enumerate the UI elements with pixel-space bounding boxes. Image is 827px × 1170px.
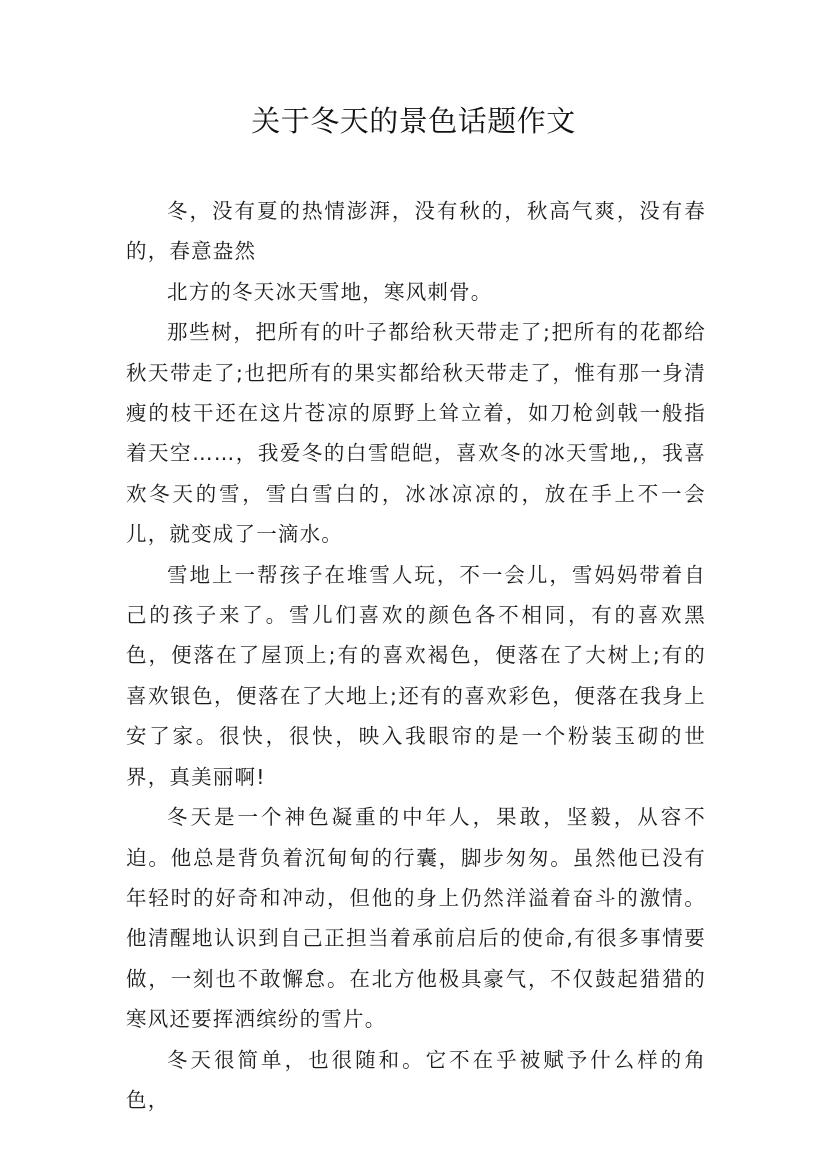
- document-title: 关于冬天的景色话题作文: [251, 104, 576, 138]
- paragraph: 北方的冬天冰天雪地，寒风刺骨。: [167, 279, 493, 304]
- paragraph: 雪地上一帮孩子在堆雪人玩，不一会儿，雪妈妈带着自己的孩子来了。雪儿们喜欢的颜色各不相同，有的喜欢黑色，便落在了屋顶上;有的喜欢褐色，便落在了大树上;有的喜欢银色，便落在了大地上;还有的喜欢彩色，便落在我身上安了家。很快，很快，映入我眼帘的是一个粉装玉砌的世界，真美丽啊!: [126, 562, 706, 789]
- paragraph: 冬天很简单，也很随和。它不在乎被赋予什么样的角色，: [126, 1047, 706, 1112]
- paragraph: 冬天是一个神色凝重的中年人，果敢，坚毅，从容不迫。他总是背负着沉甸甸的行囊，脚步匆匆。虽然他已没有年轻时的好奇和冲动，但他的身上仍然洋溢着奋斗的激情。他清醒地认识到自己正担当着承前启后的使命,有很多事情要做，一刻也不敢懈怠。在北方他极具豪气，不仅鼓起猎猎的寒风还要挥洒缤纷的雪片。: [126, 805, 706, 1032]
- document-body: [126, 191, 706, 1120]
- paragraph: 那些树，把所有的叶子都给秋天带走了;把所有的花都给秋天带走了;也把所有的果实都给秋天带走了，惟有那一身清瘦的枝干还在这片苍凉的原野上耸立着，如刀枪剑戟一般指着天空……，我爱冬的白雪皑皑，喜欢冬的冰天雪地,，我喜欢冬天的雪，雪白雪白的，冰冰凉凉的，放在手上不一会儿，就变成了一滴水。: [126, 320, 706, 547]
- paragraph: 冬，没有夏的热情澎湃，没有秋的，秋高气爽，没有春的，春意盎然: [126, 199, 706, 264]
